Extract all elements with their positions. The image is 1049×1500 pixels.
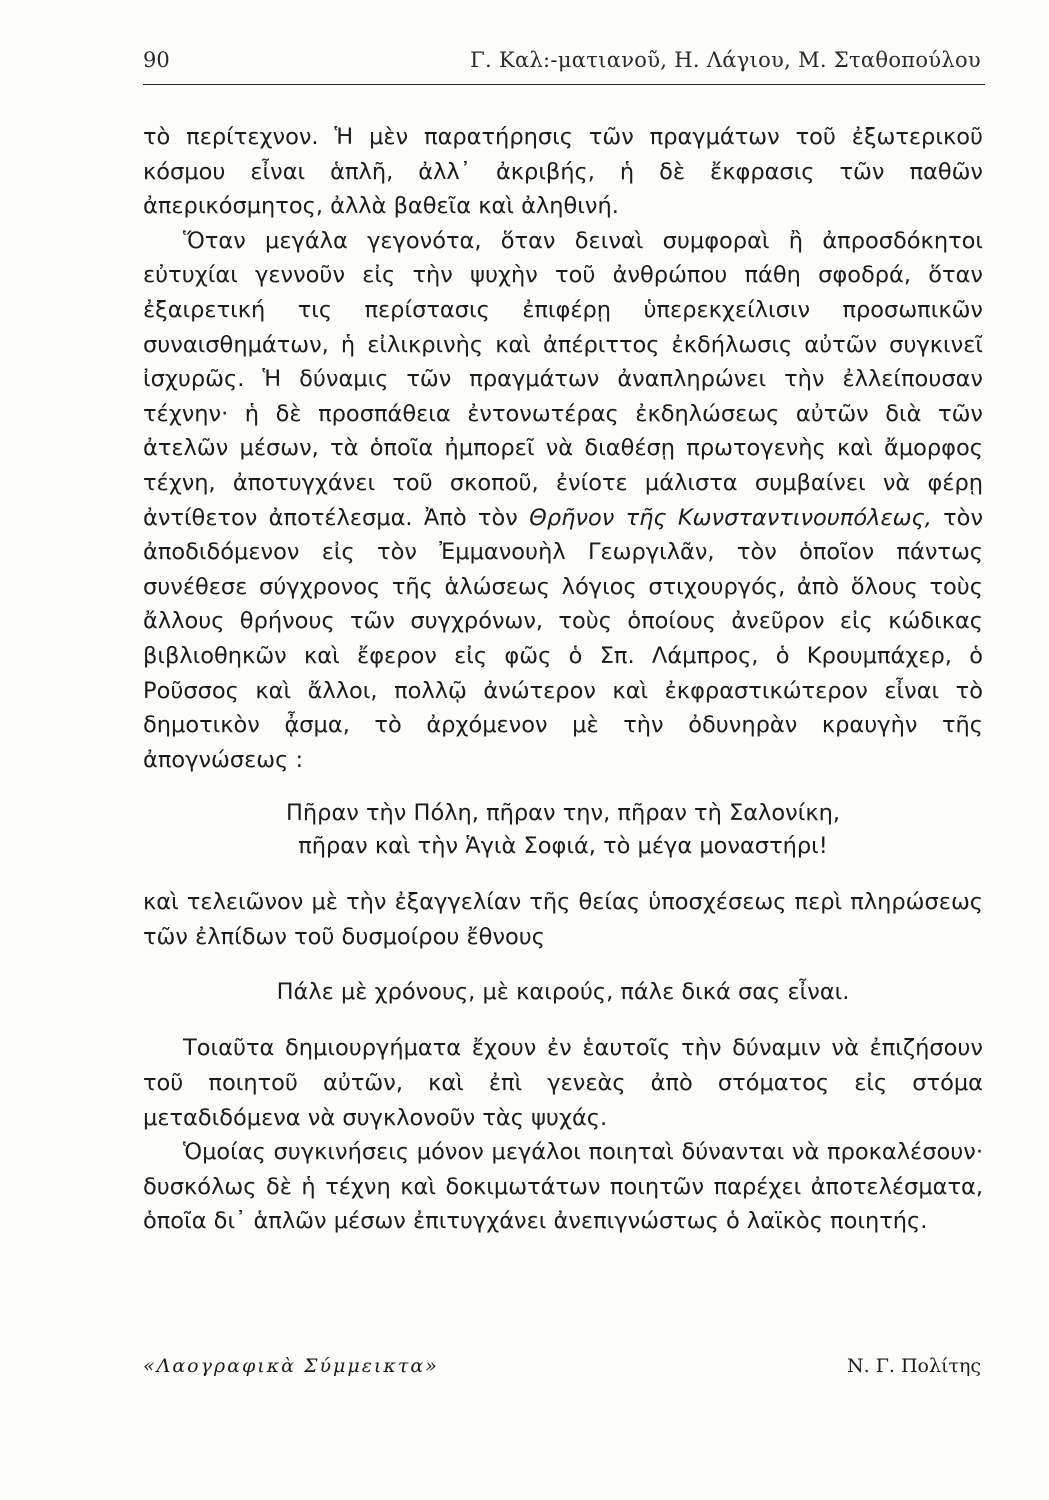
verse-1-line-1: Πῆραν τὴν Πόλη, πῆραν την, πῆραν τὴ Σαλονίκη,	[285, 800, 840, 827]
verse-quote-1	[143, 797, 983, 863]
paragraph-3: καὶ τελειῶνον μὲ τὴν ἐξαγγελίαν τῆς θείας ὑποσχέσεως περὶ πληρώσεως τῶν ἐλπίδων τοῦ δυσμοίρου ἔθνους	[143, 889, 983, 950]
paragraph-2-text: Ὅταν μεγάλα γεγονότα, ὅταν δειναὶ συμφοραὶ ἢ ἀπροσδόκητοι εὐτυχίαι γεννοῦν εἰς τὴν ψυχὴν τοῦ ἀνθρώπου πάθη σφοδρά, ὅταν ἐξαιρετική τις περίστασις ἐπιφέρῃ ὑπερεκχείλισιν προσωπικῶν συναισθημάτων, ἡ εἰλικρινὴς καὶ ἀπέριττος ἐκδήλωσις αὐτῶν συγκινεῖ ἰσχυρῶς. Ἡ δύναμις τῶν πραγμάτων ἀναπληρώνει τὴν ἐλλείπουσαν τέχνην· ἡ δὲ προσπάθεια ἐντονωτέρας ἐκδηλώσεως αὐτῶν διὰ τῶν ἀτελῶν μέσων, τὰ ὁποῖα ἠμπορεῖ νὰ διαθέσῃ πρωτογενὴς καὶ ἄμορφος τέχνη, ἀποτυγχάνει τοῦ σκοποῦ, ἐνίοτε μάλιστα συμβαίνει νὰ φέρῃ ἀντίθετον ἀποτέλεσμα. Ἀπὸ τὸν	[143, 227, 983, 531]
author-signature: Ν. Γ. Πολίτης	[846, 1355, 981, 1377]
paragraph-1: τὸ περίτεχνον. Ἡ μὲν παρατήρησις τῶν πραγμάτων τοῦ ἐξωτερικοῦ κόσμου εἶναι ἁπλῆ, ἀλλ᾽ ἀκριβής, ἡ δὲ ἔκφρασις τῶν παθῶν ἀπερικόσμητος, ἀλλὰ βαθεῖα καὶ ἀληθινή.	[143, 124, 983, 220]
verse-quote-2	[143, 976, 983, 1009]
paragraph-4: Τοιαῦτα δημιουργήματα ἔχουν ἐν ἑαυτοῖς τὴν δύναμιν νὰ ἐπιζήσουν τοῦ ποιητοῦ αὐτῶν, καὶ ἐπὶ γενεὰς ἀπὸ στόματος εἰς στόμα μεταδιδόμενα νὰ συγκλονοῦν τὰς ψυχάς.	[143, 1035, 983, 1131]
header-authors: Γ. Καλ:-ματιανοῦ, Η. Λάγιου, Μ. Σταθοπούλου	[470, 48, 981, 72]
paragraph-5: Ὁμοίας συγκινήσεις μόνον μεγάλοι ποιηταὶ δύνανται νὰ προκαλέσουν· δυσκόλως δὲ ἡ τέχνη καὶ δοκιμωτάτων ποιητῶν παρέχει ἀποτελέσματα, ὁποῖα δι᾽ ἁπλῶν μέσων ἐπιτυγχάνει ἀνεπιγνώστως ὁ λαϊκὸς ποιητής.	[143, 1139, 983, 1235]
running-header	[143, 44, 985, 85]
page-number: 90	[143, 48, 170, 72]
paragraph-2-rest: τὸν ἀποδιδόμενον εἰς τὸν Ἐμμανουὴλ Γεωργιλᾶν, τὸν ὁποῖον πάντως συνέθεσε σύγχρονος τῆς ἁλώσεως λόγιος στιχουργός, ἀπὸ ὅλους τοὺς ἄλλους θρήνους τῶν συγχρόνων, τοὺς ὁποίους ἀνεῦρον εἰς κώδικας βιβλιοθηκῶν καὶ ἔφερον εἰς φῶς ὁ Σπ. Λάμπρος, ὁ Κρουμπάχερ, ὁ Ροῦσσος καὶ ἄλλοι, πολλῷ ἀνώτερον καὶ ἐκφραστικώτερον εἶναι τὸ δημοτικὸν ᾆσμα, τὸ ἀρχόμενον μὲ τὴν ὀδυνηρὰν κραυγὴν τῆς ἀπογνώσεως :	[143, 504, 984, 773]
body-text	[143, 120, 983, 1239]
poem-title: Θρῆνον τῆς Κωνσταντινουπόλεως,	[529, 504, 932, 531]
verse-1-line-2: πῆραν καὶ τὴν Ἁγιὰ Σοφιά, τὸ μέγα μοναστήρι!	[298, 833, 828, 860]
paragraph-2	[143, 224, 983, 778]
verse-2-line-1: Πάλε μὲ χρόνους, μὲ καιρούς, πάλε δικά σας εἶναι.	[276, 979, 850, 1006]
source-title: «Λαογραφικὰ Σύμμεικτα»	[143, 1355, 439, 1377]
